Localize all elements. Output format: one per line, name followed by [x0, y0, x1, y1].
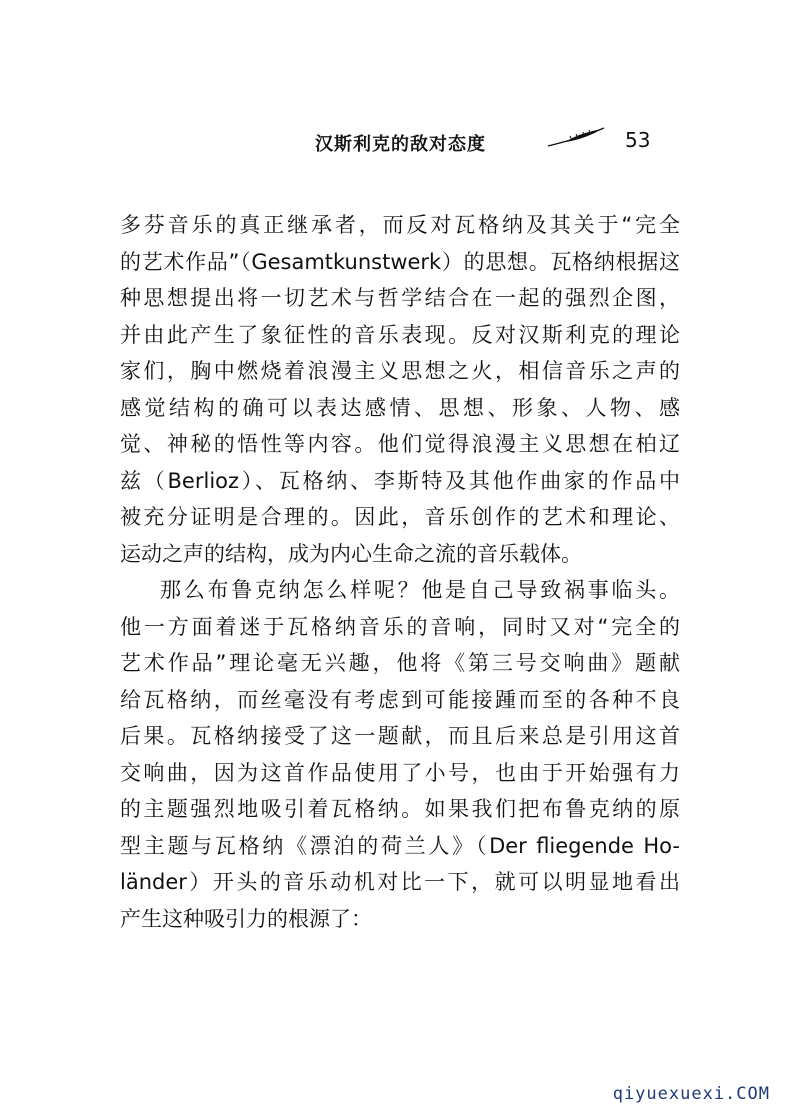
- text-line: 后果。瓦格纳接受了这一题献，而且后来总是引用这首: [120, 724, 680, 748]
- text-line: 种思想提出将一切艺术与哲学结合在一起的强烈企图，: [120, 286, 680, 310]
- text-line: 感觉结构的确可以表达感情、思想、形象、人物、感: [120, 395, 680, 420]
- text-line: 被充分证明是合理的。因此，音乐创作的艺术和理论、: [120, 505, 680, 529]
- text-line: 交响曲，因为这首作品使用了小号，也由于开始强有力: [120, 760, 680, 785]
- chapter-title: 汉斯利克的敌对态度: [315, 134, 486, 155]
- feather-quill-icon: [546, 126, 606, 148]
- text-line: 产生这种吸引力的根源了：: [120, 906, 372, 931]
- text-line: länder）开头的音乐动机对比一下，就可以明显地看出: [120, 870, 680, 894]
- text-line: 型主题与瓦格纳《漂泊的荷兰人》（Der fliegende Ho-: [120, 833, 680, 858]
- text-line: 的主题强烈地吸引着瓦格纳。如果我们把布鲁克纳的原: [120, 797, 680, 821]
- text-line: 给瓦格纳，而丝毫没有考虑到可能接踵而至的各种不良: [120, 687, 680, 712]
- running-header: [0, 122, 794, 162]
- paragraph: [120, 572, 680, 937]
- text-line: 那么布鲁克纳怎么样呢？他是自己导致祸事临头。: [160, 578, 680, 602]
- body-text: [120, 207, 680, 937]
- page-number: 53: [625, 128, 651, 152]
- text-line: 家们，胸中燃烧着浪漫主义思想之火，相信音乐之声的: [120, 359, 680, 383]
- text-line: 运动之声的结构，成为内心生命之流的音乐载体。: [120, 541, 582, 566]
- text-line: 的艺术作品”（Gesamtkunstwerk）的思想。瓦格纳根据这: [120, 249, 680, 274]
- site-watermark: qiyuexuexi.COM: [612, 1084, 770, 1104]
- text-line: 他一方面着迷于瓦格纳音乐的音响，同时又对“完全的: [120, 614, 680, 639]
- text-line: 觉、神秘的悟性等内容。他们觉得浪漫主义思想在柏辽: [120, 432, 680, 456]
- text-line: 兹（Berlioz）、瓦格纳、李斯特及其他作曲家的作品中: [120, 468, 680, 493]
- text-line: 多芬音乐的真正继承者，而反对瓦格纳及其关于“完全: [120, 213, 680, 237]
- paragraph: [120, 207, 680, 572]
- text-line: 艺术作品”理论毫无兴趣，他将《第三号交响曲》题献: [120, 651, 680, 675]
- text-line: 并由此产生了象征性的音乐表现。反对汉斯利克的理论: [120, 322, 680, 347]
